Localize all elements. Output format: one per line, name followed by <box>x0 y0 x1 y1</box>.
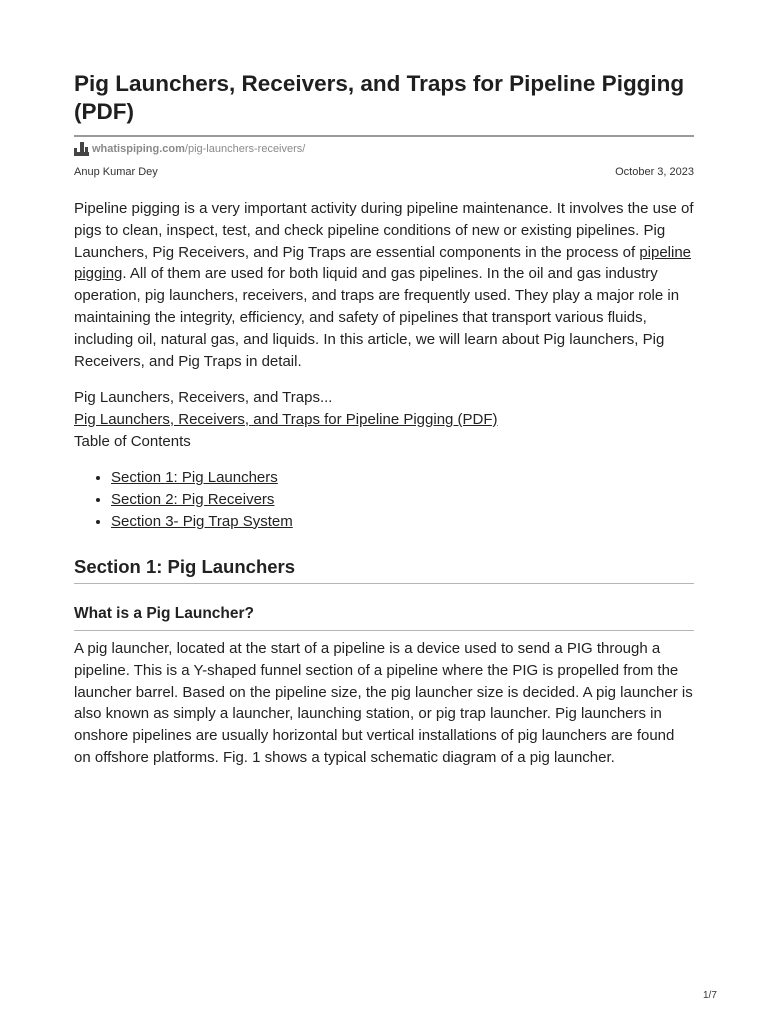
section-heading: Section 1: Pig Launchers <box>74 556 296 577</box>
source-url[interactable] <box>74 142 305 156</box>
subsection-divider <box>74 630 694 631</box>
pdf-download-link[interactable]: Pig Launchers, Receivers, and Traps for Pipeline Pigging (PDF) <box>74 410 498 428</box>
toc-link-section-3[interactable]: Section 3- Pig Trap System <box>111 512 293 530</box>
table-of-contents <box>74 467 293 532</box>
article-title: Pig Launchers, Receivers, and Traps for Pipeline Pigging (PDF) <box>74 71 685 124</box>
section-paragraph: A pig launcher, located at the start of a pipeline is a device used to send a PIG through a pipeline. This is a Y-shaped funnel section of a pipeline where the PIG is propelled from the launcher barrel. Based on the pipeline size, the pig launcher size is decided. A pig launcher is also known as simply a launcher, launching station, or pig trap launcher. Pig launchers in onshore pipelines are usually horizontal but vertical installations of pig launchers are found on offshore platforms. Fig. 1 shows a typical schematic diagram of a pig launcher. <box>74 640 693 766</box>
toc-item <box>111 511 293 533</box>
publish-date: October 3, 2023 <box>615 166 694 178</box>
subsection-heading: What is a Pig Launcher? <box>74 605 254 622</box>
section-divider <box>74 583 694 584</box>
source-domain: whatispiping.com <box>92 143 185 155</box>
intro-paragraph <box>74 198 694 372</box>
site-logo-icon <box>74 142 89 156</box>
toc-link-section-1[interactable]: Section 1: Pig Launchers <box>111 469 278 486</box>
intro-text-end: . All of them are used for both liquid and gas pipelines. In the oil and gas industry operation, pig launchers, receivers, and traps are frequently used. They play a major role in maintaining the integrity, efficiency, and safety of pipelines that transport various fluids, including oil, natural gas, and liquids. In this article, we will learn about Pig launchers, Pig Receivers, and Pig Traps in detail. <box>74 265 680 370</box>
toc-item <box>111 467 293 489</box>
toc-link-section-2[interactable]: Section 2: Pig Receivers <box>111 490 275 508</box>
page-number: 1/7 <box>703 990 717 1001</box>
pipeline-pigging-link[interactable]: pipeline pigging <box>74 243 692 283</box>
embed-truncated-title: Pig Launchers, Receivers, and Traps... <box>74 389 333 406</box>
author-name: Anup Kumar Dey <box>74 166 158 178</box>
toc-heading: Table of Contents <box>74 432 191 450</box>
intro-text-start: Pipeline pigging is a very important activity during pipeline maintenance. It involves the use of pigs to clean, inspect, test, and check pipeline conditions of new or existing pipelines. Pig Launchers, Pig Receivers, and Pig Traps are essential components in the process of <box>74 200 694 261</box>
toc-item <box>111 489 293 511</box>
embed-block <box>74 387 694 452</box>
title-divider <box>74 135 694 137</box>
source-path: /pig-launchers-receivers/ <box>184 143 306 155</box>
